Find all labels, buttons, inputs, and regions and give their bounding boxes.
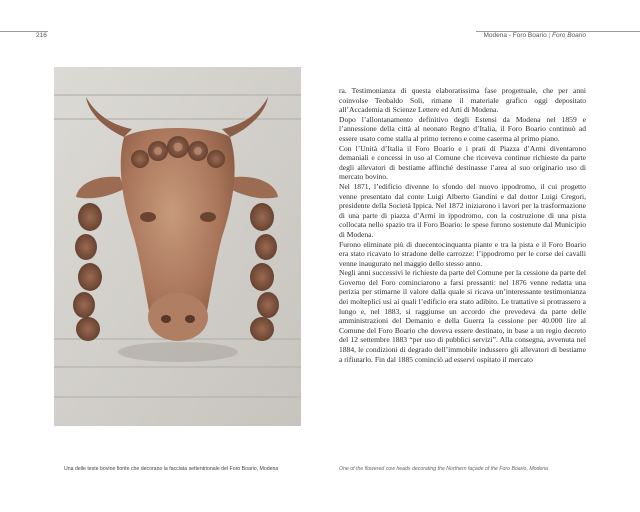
page-number: 216 bbox=[36, 32, 47, 39]
running-head-title: Modena - Foro Boario bbox=[483, 32, 547, 39]
running-head bbox=[483, 32, 586, 39]
caption-italian: Una delle teste bovine fiorite che decorano la facciata settentrionale del Foro Boario, Modena bbox=[64, 466, 279, 472]
bull-head-illustration bbox=[54, 67, 301, 426]
bull-head-photo bbox=[54, 67, 301, 426]
body-paragraph-5: Furono eliminate più di duecentocinquanta piante e tra la pista e il Foro Boario era stato ricavato lo stradone delle carrozze: l’ippodromo per le corse dei cavalli venne inaugurato nel maggio dello stesso anno. bbox=[339, 239, 586, 268]
body-text bbox=[339, 86, 586, 364]
body-paragraph-2: Dopo l’allontanamento definitivo degli Estensi da Modena nel 1859 e l’annessione della città al neonato Regno d’Italia, il Foro Boario continuò ad essere usato come stalla al primo terreno e come caserma al primo piano. bbox=[339, 114, 586, 143]
body-paragraph-3: Con l’Unità d’Italia il Foro Boario e i prati di Piazza d’Armi diventarono demaniali e concessi in uso al Comune che riceveva continue richieste da parte degli allevatori di bestiame affinché destinasse l’area al suo originario uso di mercato bovino. bbox=[339, 143, 586, 182]
running-head-separator: | bbox=[548, 32, 551, 39]
body-paragraph-4: Nel 1871, l’edificio divenne lo sfondo del nuovo ippodromo, il cui progetto venne presentato dal conte Luigi Alberto Gandini e dal dottor Luigi Cregori, presidente della Società Ippica. Nel 1872 iniziarono i lavori per la trasformazione di una parte di piazza d’Armi in ippodromo, con la costruzione di una pista collocata nello spazio tra il Foro Boario: le spese furono sostenute dal Municipio di Modena. bbox=[339, 181, 586, 239]
body-paragraph-1: ra. Testimonianza di questa elaboratissima fase progettuale, che per anni coinvolse Teobaldo Soli, rimane il materiale grafico oggi depositato all’Accademia di Scienze Lettere ed Arti di Modena. bbox=[339, 86, 586, 115]
caption-english: One of the flowered cow heads decorating the Northern façade of the Foro Boario, Modena bbox=[339, 466, 549, 472]
running-head-italic: Foro Boario bbox=[552, 32, 586, 39]
body-paragraph-6: Negli anni successivi le richieste da parte del Comune per la cessione da parte del Governo del Foro cominciarono a farsi pressanti: nel 1876 venne redatta una perizia per stimarne il valore dalla quale si ricava un’interessante testimonianza dei molteplici usi ai quali l’edificio era stato adibito. Le trattative si protrassero a lungo e, nel 1883, si raggiunse un accordo che prevedeva da parte delle amministrazioni del Demanio e della Guerra la cessione per 40.000 lire al Comune del Foro Boario che doveva essere destinato, in base a un regio decreto del 12 settembre 1883 “per uso di pubblici servizi”. Alla consegna, avvenuta nel 1884, le condizioni di degrado dell’immobile indussero gli allevatori di bestiame a rifiutarlo. Fin dal 1885 cominciò ad esservi ospitato il mercato bbox=[339, 268, 586, 364]
